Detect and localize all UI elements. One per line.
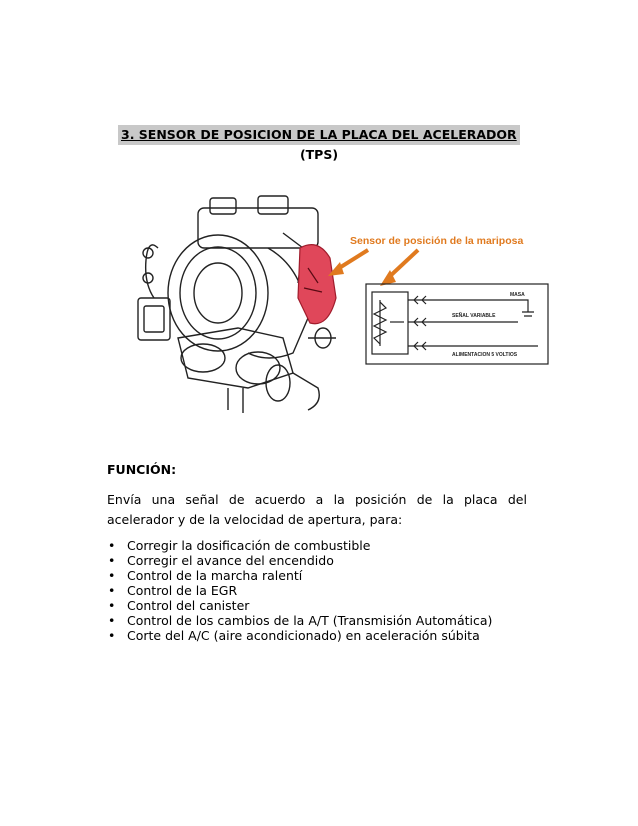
paragraph-word: de	[228, 492, 245, 507]
paragraph-word: acuerdo	[254, 492, 306, 507]
bullet-item: • Control de los cambios de la A/T (Transmisión Automática)	[107, 613, 492, 628]
paragraph-word: señal	[185, 492, 219, 507]
circuit-label-masa: MASA	[510, 292, 525, 298]
paragraph-line-2: acelerador y de la velocidad de apertura, para:	[107, 512, 403, 527]
function-paragraph	[107, 490, 527, 530]
paragraph-word: placa	[463, 492, 498, 507]
bullet-item: • Corte del A/C (aire acondicionado) en aceleración súbita	[107, 628, 492, 643]
title-line-1: 3. SENSOR DE POSICION DE LA PLACA DEL ACELERADOR	[118, 125, 520, 145]
circuit-label-senal: SEÑAL VARIABLE	[452, 313, 496, 319]
bullet-item: • Control del canister	[107, 598, 492, 613]
paragraph-word: del	[507, 492, 527, 507]
bullet-item: • Control de la marcha ralentí	[107, 568, 492, 583]
document-title	[118, 125, 520, 165]
bullet-item: • Corregir la dosificación de combustible	[107, 538, 492, 553]
title-line-2: (TPS)	[299, 147, 339, 162]
tps-sensor-highlight	[298, 245, 336, 324]
callout-arrows	[328, 250, 418, 286]
paragraph-word: una	[151, 492, 176, 507]
tps-illustration	[118, 188, 550, 436]
bullet-item: • Control de la EGR	[107, 583, 492, 598]
bullet-item: • Corregir el avance del encendido	[107, 553, 492, 568]
section-heading: FUNCIÓN:	[107, 462, 177, 477]
paragraph-word: posición	[354, 492, 407, 507]
function-bullet-list	[107, 538, 492, 643]
paragraph-word: Envía	[107, 492, 142, 507]
callout-label: Sensor de posición de la mariposa	[350, 235, 524, 247]
paragraph-word: la	[442, 492, 454, 507]
circuit-label-alimentacion: ALIMENTACION 5 VOLTIOS	[452, 352, 518, 358]
paragraph-line-1	[107, 490, 527, 510]
paragraph-word: la	[333, 492, 345, 507]
paragraph-word: de	[416, 492, 433, 507]
paragraph-word: a	[315, 492, 324, 507]
